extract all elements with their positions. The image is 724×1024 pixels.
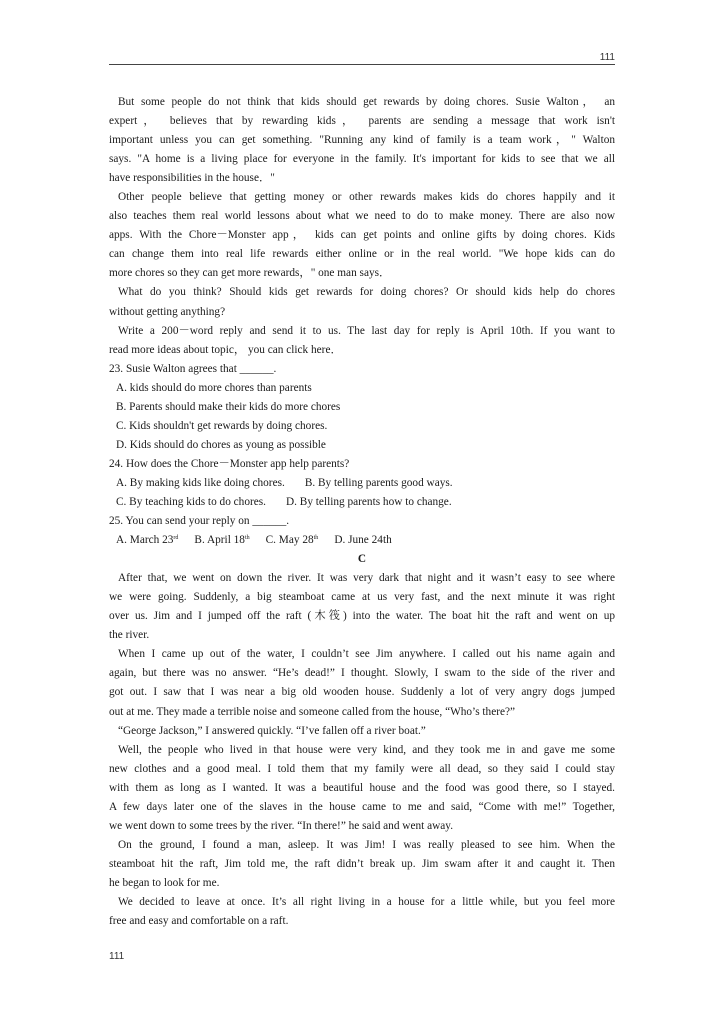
text-line: steamboat hit the raft, Jim told me, the raft didn’t break up. Jim swam after it and caught it. Then: [109, 857, 615, 870]
question-stem: 24. How does the Chore－Monster app help parents?: [109, 457, 350, 470]
option-c-ordinal: th: [313, 535, 319, 542]
text-line: got out. I saw that I was near a big old wooden house. Suddenly a lot of very angry dogs jumped: [109, 686, 615, 699]
text-line: Other people believe that getting money or other rewards makes kids do chores happily and it: [118, 191, 615, 204]
option-c-text: C. May 28: [265, 534, 314, 547]
text-line: What do you think? Should kids get rewards for doing chores? Or should kids help do chores: [118, 286, 615, 299]
text-line: On the ground, I found a man, asleep. It was Jim! I was really pleased to see him. When the: [118, 838, 615, 851]
passage-b-paragraph-1: [109, 93, 615, 188]
text-line: can change them into real life rewards either online or in the real world. "We hope kids can do: [109, 248, 615, 261]
text-line: We decided to leave at once. It’s all right living in a house for a little while, but you feel more: [118, 895, 615, 908]
text-line: we were going. Suddenly, a big steamboat came at us very fast, and the next minute it was right: [109, 591, 615, 604]
option-row: [109, 493, 615, 512]
passage-c-paragraph-3: [109, 722, 615, 741]
option-b: [194, 534, 249, 546]
text-line: with them as long as I wanted. It was a beautiful house and the food was good there, so I stayed.: [109, 781, 615, 794]
text-line: But some people do not think that kids should get rewards by doing chores. Susie Walton， an: [118, 96, 615, 108]
option-a: A. kids should do more chores than parents: [116, 381, 312, 394]
text-line: also teaches them real world lessons about what we need to do to make money. There are also now: [109, 210, 615, 223]
option-c: C. Kids shouldn't get rewards by doing chores.: [116, 419, 328, 432]
passage-b-paragraph-4: [109, 322, 615, 360]
text-line: the river.: [109, 629, 150, 642]
header-page-number: 111: [599, 52, 615, 63]
text-line: read more ideas about topic， you can click here．: [109, 343, 342, 356]
text-line: After that, we went on down the river. It was very dark that night and it wasn’t easy to see where: [118, 572, 615, 585]
question-stem: 25. You can send your reply on ______.: [109, 515, 290, 528]
option-b: B. Parents should make their kids do more chores: [116, 400, 341, 413]
text-line: free and easy and comfortable on a raft.: [109, 915, 289, 928]
text-line: again, but there was no answer. “He’s dead!” I thought. Slowly, I swam to the side of the river and: [109, 667, 615, 680]
question-25: [109, 512, 615, 550]
passage-c-paragraph-6: [109, 893, 615, 931]
footer-page-number: 111: [109, 951, 125, 962]
option-d: D. By telling parents how to change.: [285, 495, 452, 508]
section-heading: C: [357, 553, 367, 566]
text-line: over us. Jim and I jumped off the raft (木筏) into the water. The boat hit the raft and went on up: [109, 610, 615, 623]
text-line: have responsibilities in the house．": [109, 172, 275, 185]
text-line: When I came up out of the water, I couldn’t see Jim anywhere. I called out his name again and: [118, 648, 615, 661]
text-line: important unless you can get something. "Running any kind of family is a team work，" Walton: [109, 134, 615, 147]
option-d-text: D. June 24th: [334, 534, 392, 547]
question-23: [109, 360, 615, 455]
text-line: out at me. They made a terrible noise and someone called from the house, “Who’s there?”: [109, 705, 516, 718]
option-a: A. By making kids like doing chores.: [116, 476, 285, 489]
passage-c-paragraph-1: [109, 569, 615, 645]
passage-c-paragraph-2: [109, 645, 615, 721]
text-line: Write a 200－word reply and send it to us. The last day for reply is April 10th. If you want to: [118, 324, 615, 337]
text-line: A few days later one of the slaves in the house came to me and said, “Come with me!” Together,: [109, 800, 615, 813]
text-line: we went down to some trees by the river. “In there!” he said and went away.: [109, 819, 454, 832]
question-24: [109, 455, 615, 512]
text-line: says. "A home is a living place for everyone in the family. It's important for kids to see that we all: [109, 153, 615, 166]
option-b-text: B. April 18: [194, 534, 245, 547]
option-b: B. By telling parents good ways.: [304, 476, 453, 489]
text-line: “George Jackson,” I answered quickly. “I’ve fallen off a river boat.”: [118, 724, 426, 737]
text-line: more chores so they can get more rewards，" one man says．: [109, 267, 391, 280]
option-row: [109, 531, 615, 550]
document-body: [109, 93, 615, 931]
text-line: without getting anything?: [109, 305, 226, 318]
text-line: new clothes and a good meal. I told them that my family were all dead, so they said I could stay: [109, 762, 615, 775]
option-d: [334, 534, 391, 546]
option-a-ordinal: rd: [173, 535, 179, 542]
passage-c-paragraph-4: [109, 741, 615, 836]
option-d: D. Kids should do chores as young as possible: [116, 438, 326, 451]
option-a-text: A. March 23: [116, 534, 174, 547]
text-line: expert， believes that by rewarding kids， parents are sending a message that work isn't: [109, 115, 615, 128]
passage-b-paragraph-2: [109, 188, 615, 283]
option-b-ordinal: th: [244, 535, 250, 542]
passage-c-paragraph-5: [109, 836, 615, 893]
option-c: [266, 534, 319, 546]
option-row: [109, 474, 615, 493]
passage-b-paragraph-3: [109, 283, 615, 321]
option-a: [116, 534, 178, 546]
text-line: apps. With the Chore－Monster app， kids can get points and online gifts by doing chores. Kids: [109, 229, 615, 242]
text-line: Well, the people who lived in that house were very kind, and they took me in and gave me some: [118, 743, 615, 756]
option-c: C. By teaching kids to do chores.: [116, 495, 266, 508]
header-rule: [109, 64, 615, 65]
text-line: he began to look for me.: [109, 876, 220, 889]
question-stem: 23. Susie Walton agrees that ______.: [109, 362, 277, 375]
